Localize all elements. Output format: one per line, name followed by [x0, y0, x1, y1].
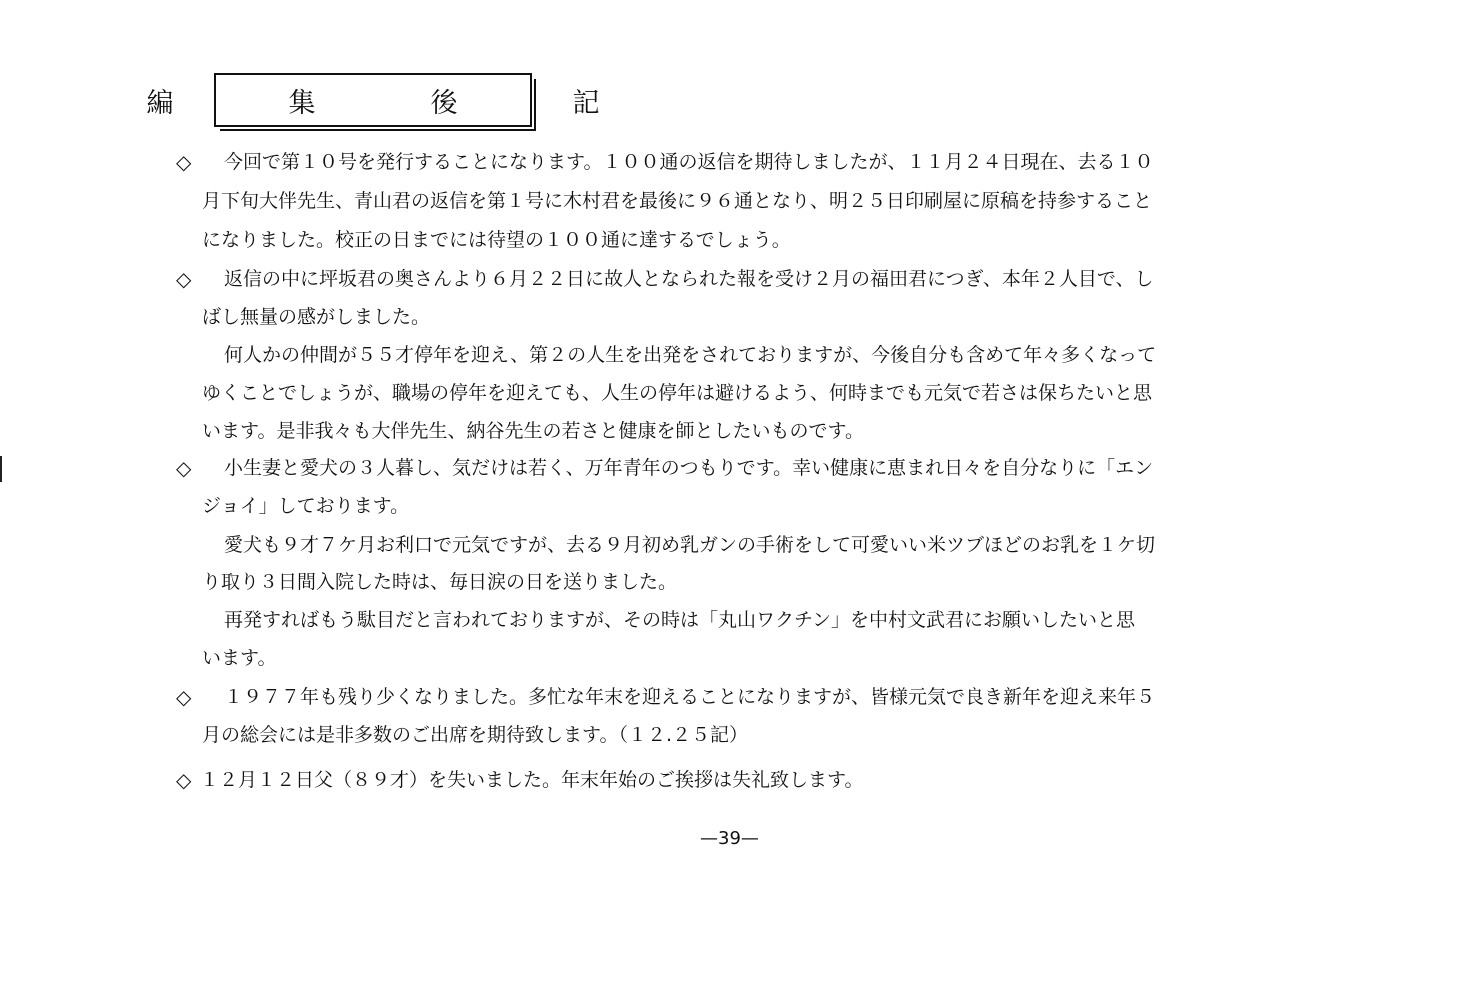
text-line: ゆくことでしょうが、職場の停年を迎えても、人生の停年は避けるよう、何時までも元気で若さは保ちたいと思 — [202, 382, 1153, 404]
bullet-diamond: ◇ — [176, 685, 192, 709]
page-number: —39— — [700, 828, 759, 849]
text-line: 再発すればもう駄目だと言われておりますが、その時は「丸山ワクチン」を中村文武君にお願いしたいと思 — [224, 609, 1136, 631]
text-line: 月下旬大伴先生、青山君の返信を第１号に木村君を最後に９６通となり、明２５日印刷屋に原稿を持参すること — [202, 190, 1153, 212]
text-line: り取り３日間入院した時は、毎日涙の日を送りました。 — [202, 571, 678, 593]
page-title: 編 集 後 記 — [146, 87, 644, 119]
bullet-diamond: ◇ — [176, 267, 192, 291]
bullet-diamond: ◇ — [176, 150, 192, 174]
scan-edge-mark — [0, 456, 2, 482]
bullet-diamond: ◇ — [176, 456, 192, 480]
title-box — [146, 73, 644, 127]
text-line: 何人かの仲間が５５才停年を迎え、第２の人生を出発をされておりますが、今後自分も含めて年々多くなって — [224, 344, 1157, 366]
text-line: になりました。校正の日までには待望の１００通に達するでしょう。 — [202, 229, 791, 251]
text-line: います。 — [202, 647, 277, 669]
bullet-diamond: ◇ — [176, 768, 192, 792]
text-line: １９７７年も残り少くなりました。多忙な年末を迎えることになりますが、皆様元気で良き新年を迎え来年５ — [224, 686, 1156, 708]
text-line: 今回で第１０号を発行することになります。１００通の返信を期待しましたが、１１月２４日現在、去る１０ — [224, 151, 1154, 173]
text-line: 月の総会には是非多数のご出席を期待致します。（１２.２５記） — [202, 724, 749, 746]
text-line: います。是非我々も大伴先生、納谷先生の若さと健康を師としたいものです。 — [202, 420, 864, 442]
text-line: １２月１２日父（８９才）を失いました。年末年始のご挨拶は失礼致します。 — [200, 769, 864, 791]
text-line: ジョイ」しております。 — [202, 495, 410, 517]
text-line: 返信の中に坪坂君の奥さんより６月２２日に故人となられた報を受け２月の福田君につぎ、本年２人目で、し — [224, 268, 1154, 290]
text-line: 小生妻と愛犬の３人暮し、気だけは若く、万年青年のつもりです。幸い健康に恵まれ日々を自分なりに「エン — [224, 457, 1154, 479]
text-line: 愛犬も９才７ケ月お利口で元気ですが、去る９月初め乳ガンの手術をして可愛いい米ツブほどのお乳を１ケ切 — [224, 534, 1156, 556]
text-line: ばし無量の感がしました。 — [202, 306, 431, 328]
